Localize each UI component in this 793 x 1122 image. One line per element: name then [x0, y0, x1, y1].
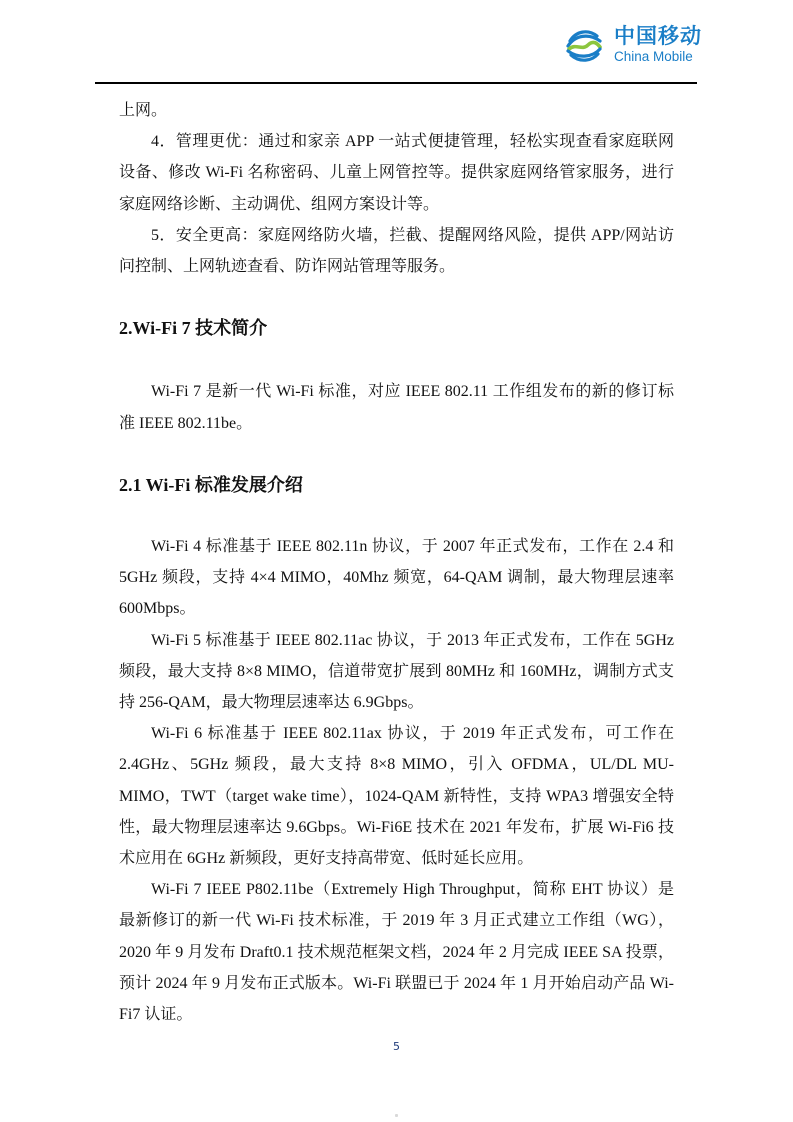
paragraph-wifi6: Wi-Fi 6 标准基于 IEEE 802.11ax 协议，于 2019 年正式发布，可工作在 2.4GHz、5GHz 频段，最大支持 8×8 MIMO，引入 OFDMA，UL/DL MU-MIMO，TWT（target wake time），1024-QAM 新特性，支持 WPA3 增强安全特性，最大物理层速率达 9.6Gbps。Wi-Fi6E 技术在 2021 年发布，扩展 Wi-Fi6 技术应用在 6GHz 新频段，更好支持高带宽、低时延长应用。 — [119, 725, 674, 868]
paragraph-wifi5: Wi-Fi 5 标准基于 IEEE 802.11ac 协议，于 2013 年正式发布，工作在 5GHz 频段，最大支持 8×8 MIMO，信道带宽扩展到 80MHz 和 160MHz，调制方式支持 256-QAM，最大物理层速率达 6.9Gbps。 — [119, 631, 674, 712]
china-mobile-logo — [560, 20, 710, 70]
section-heading-2-1: 2.1 Wi-Fi 标准发展介绍 — [119, 474, 303, 495]
paragraph-continuation: 上网。 — [119, 102, 168, 119]
header-divider — [95, 82, 697, 84]
paragraph-item-4: 4．管理更优：通过和家亲 APP 一站式便捷管理，轻松实现查看家庭联网设备、修改 Wi-Fi 名称密码、儿童上网管控等。提供家庭网络管家服务，进行家庭网络诊断、主动调优、组网方案设计等。 — [119, 133, 674, 213]
document-body — [119, 95, 674, 1030]
paragraph-wifi4: Wi-Fi 4 标准基于 IEEE 802.11n 协议，于 2007 年正式发布，工作在 2.4 和 5GHz 频段，支持 4×4 MIMO，40Mhz 频宽，64-QAM 调制，最大物理层速率 600Mbps。 — [119, 538, 674, 618]
logo-english-text: China Mobile — [614, 49, 693, 65]
page-number: 5 — [393, 1040, 400, 1053]
logo-chinese-text: 中国移动 — [614, 24, 702, 49]
page-marker-dot — [395, 1114, 398, 1117]
paragraph-wifi7: Wi-Fi 7 IEEE P802.11be（Extremely High Throughput，简称 EHT 协议）是最新修订的新一代 Wi-Fi 技术标准，于 2019 年 3 月正式建立工作组（WG），2020 年 9 月发布 Draft0.1 技术规范框架文档，2024 年 2 月完成 IEEE SA 投票，预计 2024 年 9 月发布正式版本。Wi-Fi 联盟已于 2024 年 1 月开始启动产品 Wi-Fi7 认证。 — [119, 881, 674, 1024]
china-mobile-logo-icon — [560, 21, 608, 69]
section-heading-2: 2.Wi-Fi 7 技术简介 — [119, 318, 268, 339]
paragraph-wifi7-intro: Wi-Fi 7 是新一代 Wi-Fi 标准，对应 IEEE 802.11 工作组发布的新的修订标准 IEEE 802.11be。 — [119, 383, 674, 432]
paragraph-item-5: 5．安全更高：家庭网络防火墙，拦截、提醒网络风险，提供 APP/网站访问控制、上网轨迹查看、防诈网站管理等服务。 — [119, 226, 674, 276]
